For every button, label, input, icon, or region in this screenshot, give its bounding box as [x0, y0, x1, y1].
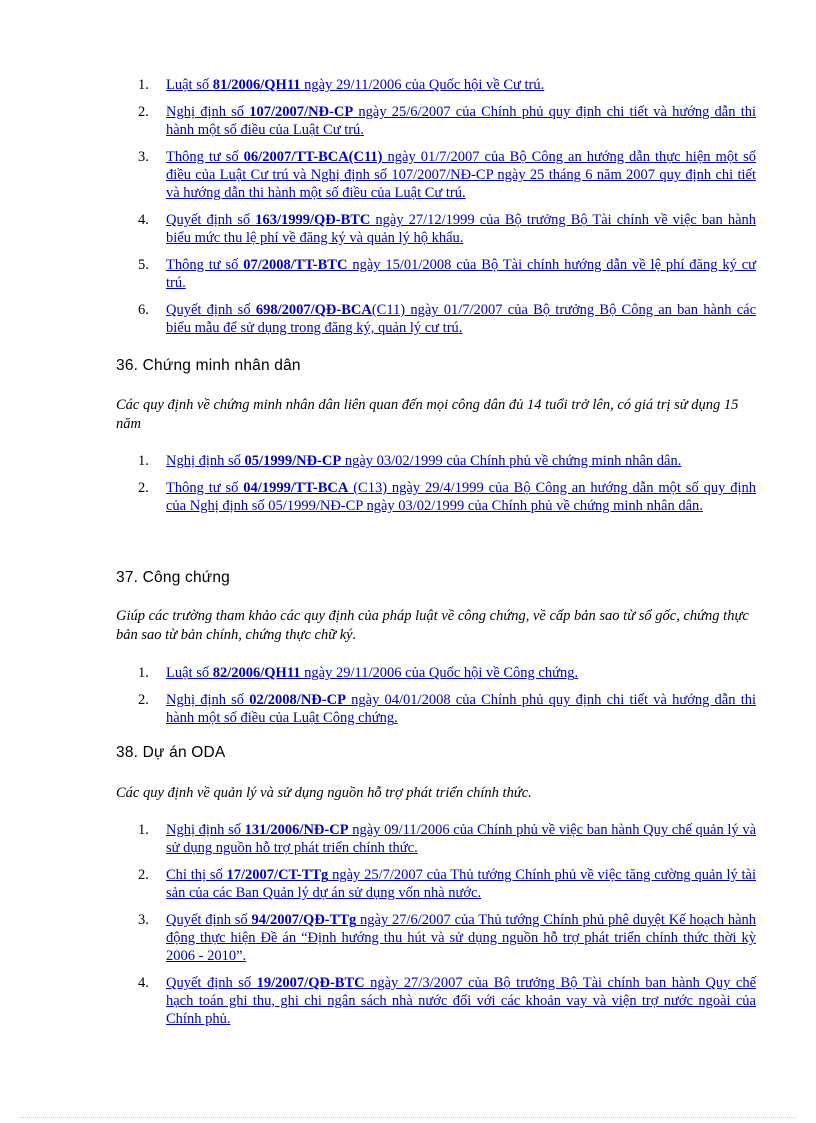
section-heading: 37. Công chứng	[116, 569, 231, 586]
item-number: 2.	[138, 480, 149, 496]
list-item	[138, 211, 756, 247]
legal-doc-link[interactable]: Nghị định số 02/2008/NĐ-CP ngày 04/01/2008 của Chính phủ quy định chi tiết và hướng dẫn thi hành một số điều của Luật Công chứng.	[166, 692, 756, 726]
item-number: 3.	[138, 912, 149, 928]
section-heading: 36. Chứng minh nhân dân	[116, 357, 301, 374]
list-item	[138, 974, 756, 1028]
legal-doc-link[interactable]: Nghị định số 05/1999/NĐ-CP ngày 03/02/1999 của Chính phủ về chứng minh nhân dân.	[166, 453, 682, 469]
item-period: .	[574, 665, 579, 681]
item-period: .	[182, 275, 186, 291]
item-period: .	[360, 122, 364, 138]
notary-list	[138, 664, 756, 736]
list-item	[138, 148, 756, 202]
item-number: 2.	[138, 104, 149, 120]
oda-list	[138, 821, 756, 1037]
section-description: Các quy định về quản lý và sử dụng nguồn hỗ trợ phát triển chính thức.	[116, 785, 532, 801]
list-item	[138, 664, 756, 682]
section-heading: 38. Dự án ODA	[116, 744, 226, 761]
list-item	[138, 452, 756, 470]
item-number: 2.	[138, 867, 149, 883]
item-period: .	[226, 1011, 231, 1027]
page-bottom-rule	[20, 1117, 796, 1118]
legal-doc-link[interactable]: Quyết định số 19/2007/QĐ-BTC ngày 27/3/2007 của Bộ trưởng Bộ Tài chính ban hành Quy chế hạch toán ghi thu, ghi chi ngân sách nhà nước đối với các khoản vay và viện trợ nước ngoài của Chính phủ.	[166, 975, 756, 1027]
legal-doc-link[interactable]: Luật số 82/2006/QH11 ngày 29/11/2006 của Quốc hội về Công chứng.	[166, 665, 579, 681]
item-period: .	[459, 230, 464, 246]
legal-doc-link[interactable]: Chỉ thị số 17/2007/CT-TTg ngày 25/7/2007 của Thủ tướng Chính phủ về việc tăng cường quản lý tài sản của các Ban Quản lý dự án sử dụng vốn nhà nước.	[166, 867, 756, 901]
list-item	[138, 256, 756, 292]
item-number: 3.	[138, 149, 149, 165]
item-period: .	[477, 885, 482, 901]
item-period: .	[394, 710, 398, 726]
list-item	[138, 479, 756, 515]
item-period: .	[699, 498, 703, 514]
item-period: .	[242, 948, 247, 964]
list-item	[138, 301, 756, 337]
list-item	[138, 76, 756, 94]
list-item	[138, 691, 756, 727]
legal-doc-link[interactable]: Quyết định số 698/2007/QĐ-BCA(C11) ngày 01/7/2007 của Bộ trưởng Bộ Công an ban hành các biểu mẫu để sử dụng trong đăng ký, quản lý cư trú.	[166, 302, 757, 336]
item-period: .	[458, 320, 463, 336]
item-number: 4.	[138, 975, 149, 991]
section-description: Các quy định về chứng minh nhân dân liên quan đến mọi công dân đủ 14 tuổi trở lên, có giá trị sử dụng 15 năm	[116, 397, 739, 432]
item-number: 1.	[138, 453, 149, 469]
list-item	[138, 911, 756, 965]
legal-doc-link[interactable]: Nghị định số 107/2007/NĐ-CP ngày 25/6/2007 của Chính phủ quy định chi tiết và hướng dẫn thi hành một số điều của Luật Cư trú.	[166, 104, 756, 138]
item-number: 1.	[138, 822, 149, 838]
item-number: 4.	[138, 212, 149, 228]
legal-doc-link[interactable]: Nghị định số 131/2006/NĐ-CP ngày 09/11/2006 của Chính phủ về việc ban hành Quy chế quản lý và sử dụng nguồn hỗ trợ phát triển chính thức.	[166, 822, 757, 856]
item-period: .	[414, 840, 418, 856]
item-period: .	[462, 185, 466, 201]
list-item	[138, 821, 756, 857]
list-item	[138, 866, 756, 902]
item-number: 6.	[138, 302, 149, 318]
item-period: .	[677, 453, 682, 469]
legal-doc-link[interactable]: Quyết định số 163/1999/QĐ-BTC ngày 27/12/1999 của Bộ trưởng Bộ Tài chính về việc ban hành biểu mức thu lệ phí về đăng ký và quản lý hộ khẩu.	[166, 212, 757, 246]
item-period: .	[540, 77, 545, 93]
item-number: 2.	[138, 692, 149, 708]
item-number: 5.	[138, 257, 149, 273]
legal-doc-link[interactable]: Quyết định số 94/2007/QĐ-TTg ngày 27/6/2007 của Thủ tướng Chính phủ phê duyệt Kế hoạch hành động thực hiện Đề án “Định hướng thu hút và sử dụng nguồn hỗ trợ phát triển chính thức thời kỳ 2006 - 2010”.	[166, 912, 756, 964]
legal-doc-link[interactable]: Luật số 81/2006/QH11 ngày 29/11/2006 của Quốc hội về Cư trú.	[166, 77, 545, 93]
id-card-list	[138, 452, 756, 524]
section-description: Giúp các trường tham khảo các quy định của pháp luật về công chứng, về cấp bản sao từ sổ gốc, chứng thực bản sao từ bản chính, chứng thực chữ ký.	[116, 608, 749, 643]
residence-law-list	[138, 76, 756, 346]
legal-doc-link[interactable]: Thông tư số 07/2008/TT-BTC ngày 15/01/2008 của Bộ Tài chính hướng dẫn về lệ phí đăng ký cư trú.	[166, 257, 756, 291]
item-number: 1.	[138, 665, 149, 681]
list-item	[138, 103, 756, 139]
legal-doc-link[interactable]: Thông tư số 04/1999/TT-BCA (C13) ngày 29/4/1999 của Bộ Công an hướng dẫn một số quy định của Nghị định số 05/1999/NĐ-CP ngày 03/02/1999 của Chính phủ về chứng minh nhân dân.	[166, 480, 756, 514]
item-number: 1.	[138, 77, 149, 93]
legal-doc-link[interactable]: Thông tư số 06/2007/TT-BCA(C11) ngày 01/7/2007 của Bộ Công an hướng dẫn thực hiện một số điều của Luật Cư trú và Nghị định số 107/2007/NĐ-CP ngày 25 tháng 6 năm 2007 quy định chi tiết và hướng dẫn thi hành một số điều của Luật Cư trú.	[166, 149, 756, 201]
